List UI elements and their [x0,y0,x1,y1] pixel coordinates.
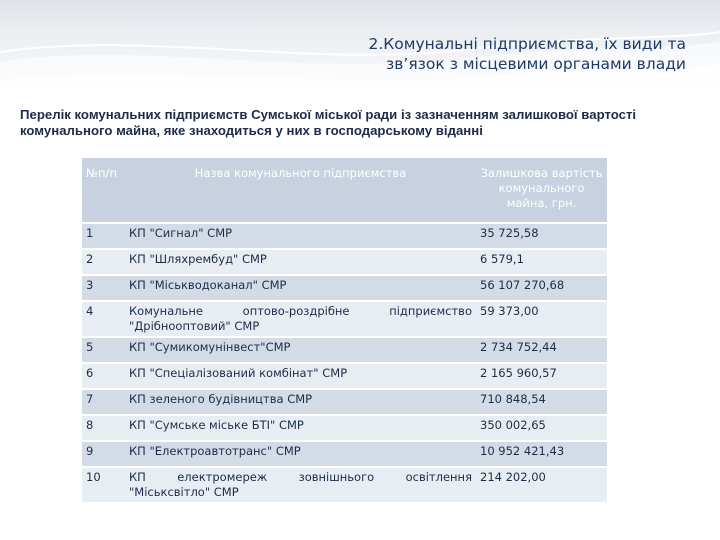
table-row [82,467,607,503]
table-row [82,275,607,301]
table-row [82,441,607,467]
row-value: 10 952 421,43 [476,441,607,467]
table-row [82,301,607,337]
row-value: 6 579,1 [476,249,607,275]
table-row [82,363,607,389]
row-num: 9 [82,441,125,467]
row-name: КП "Сигнал" СМР [125,223,476,249]
enterprises-table [82,158,607,504]
row-num: 7 [82,389,125,415]
table-row [82,337,607,363]
row-value: 2 734 752,44 [476,337,607,363]
row-name: КП "Сумикомунінвест"СМР [125,337,476,363]
row-num: 3 [82,275,125,301]
row-value: 59 373,00 [476,301,607,337]
row-name: КП зеленого будівництва СМР [125,389,476,415]
table-header-row [82,158,607,223]
row-num: 10 [82,467,125,503]
row-num: 8 [82,415,125,441]
table-row [82,415,607,441]
row-name: Комунальне оптово-роздрібне підприємство "Дрібнооптовий" СМР [125,301,476,337]
header-band [0,0,720,92]
row-value: 35 725,58 [476,223,607,249]
row-name: КП "Шляхрембуд" СМР [125,249,476,275]
header-value: Залишкова вартість комунального майна, грн. [476,158,607,223]
row-num: 5 [82,337,125,363]
row-num: 2 [82,249,125,275]
header-name: Назва комунального підприємства [125,158,476,223]
row-value: 56 107 270,68 [476,275,607,301]
row-name: КП "Сумське міське БТІ" СМР [125,415,476,441]
table-row [82,249,607,275]
row-name: КП "Міськводоканал" СМР [125,275,476,301]
row-value: 350 002,65 [476,415,607,441]
row-value: 214 202,00 [476,467,607,503]
subtitle: Перелік комунальних підприємств Сумської міської ради із зазначенням залишкової вартості комунального майна, яке знаходиться у них в господарському віданні [20,107,637,138]
row-num: 6 [82,363,125,389]
table-row [82,223,607,249]
row-name: КП "Спеціалізований комбінат" СМР [125,363,476,389]
row-name: КП електромереж зовнішнього освітлення "Міськсвітло" СМР [125,467,476,503]
row-value: 2 165 960,57 [476,363,607,389]
table-row [82,389,607,415]
row-value: 710 848,54 [476,389,607,415]
slide-title: 2.Комунальні підприємства, їх види та зв’язок з місцевими органами влади [368,35,686,73]
row-name: КП "Електроавтотранс" СМР [125,441,476,467]
header-num: №п/п [82,158,125,223]
row-num: 1 [82,223,125,249]
row-num: 4 [82,301,125,337]
